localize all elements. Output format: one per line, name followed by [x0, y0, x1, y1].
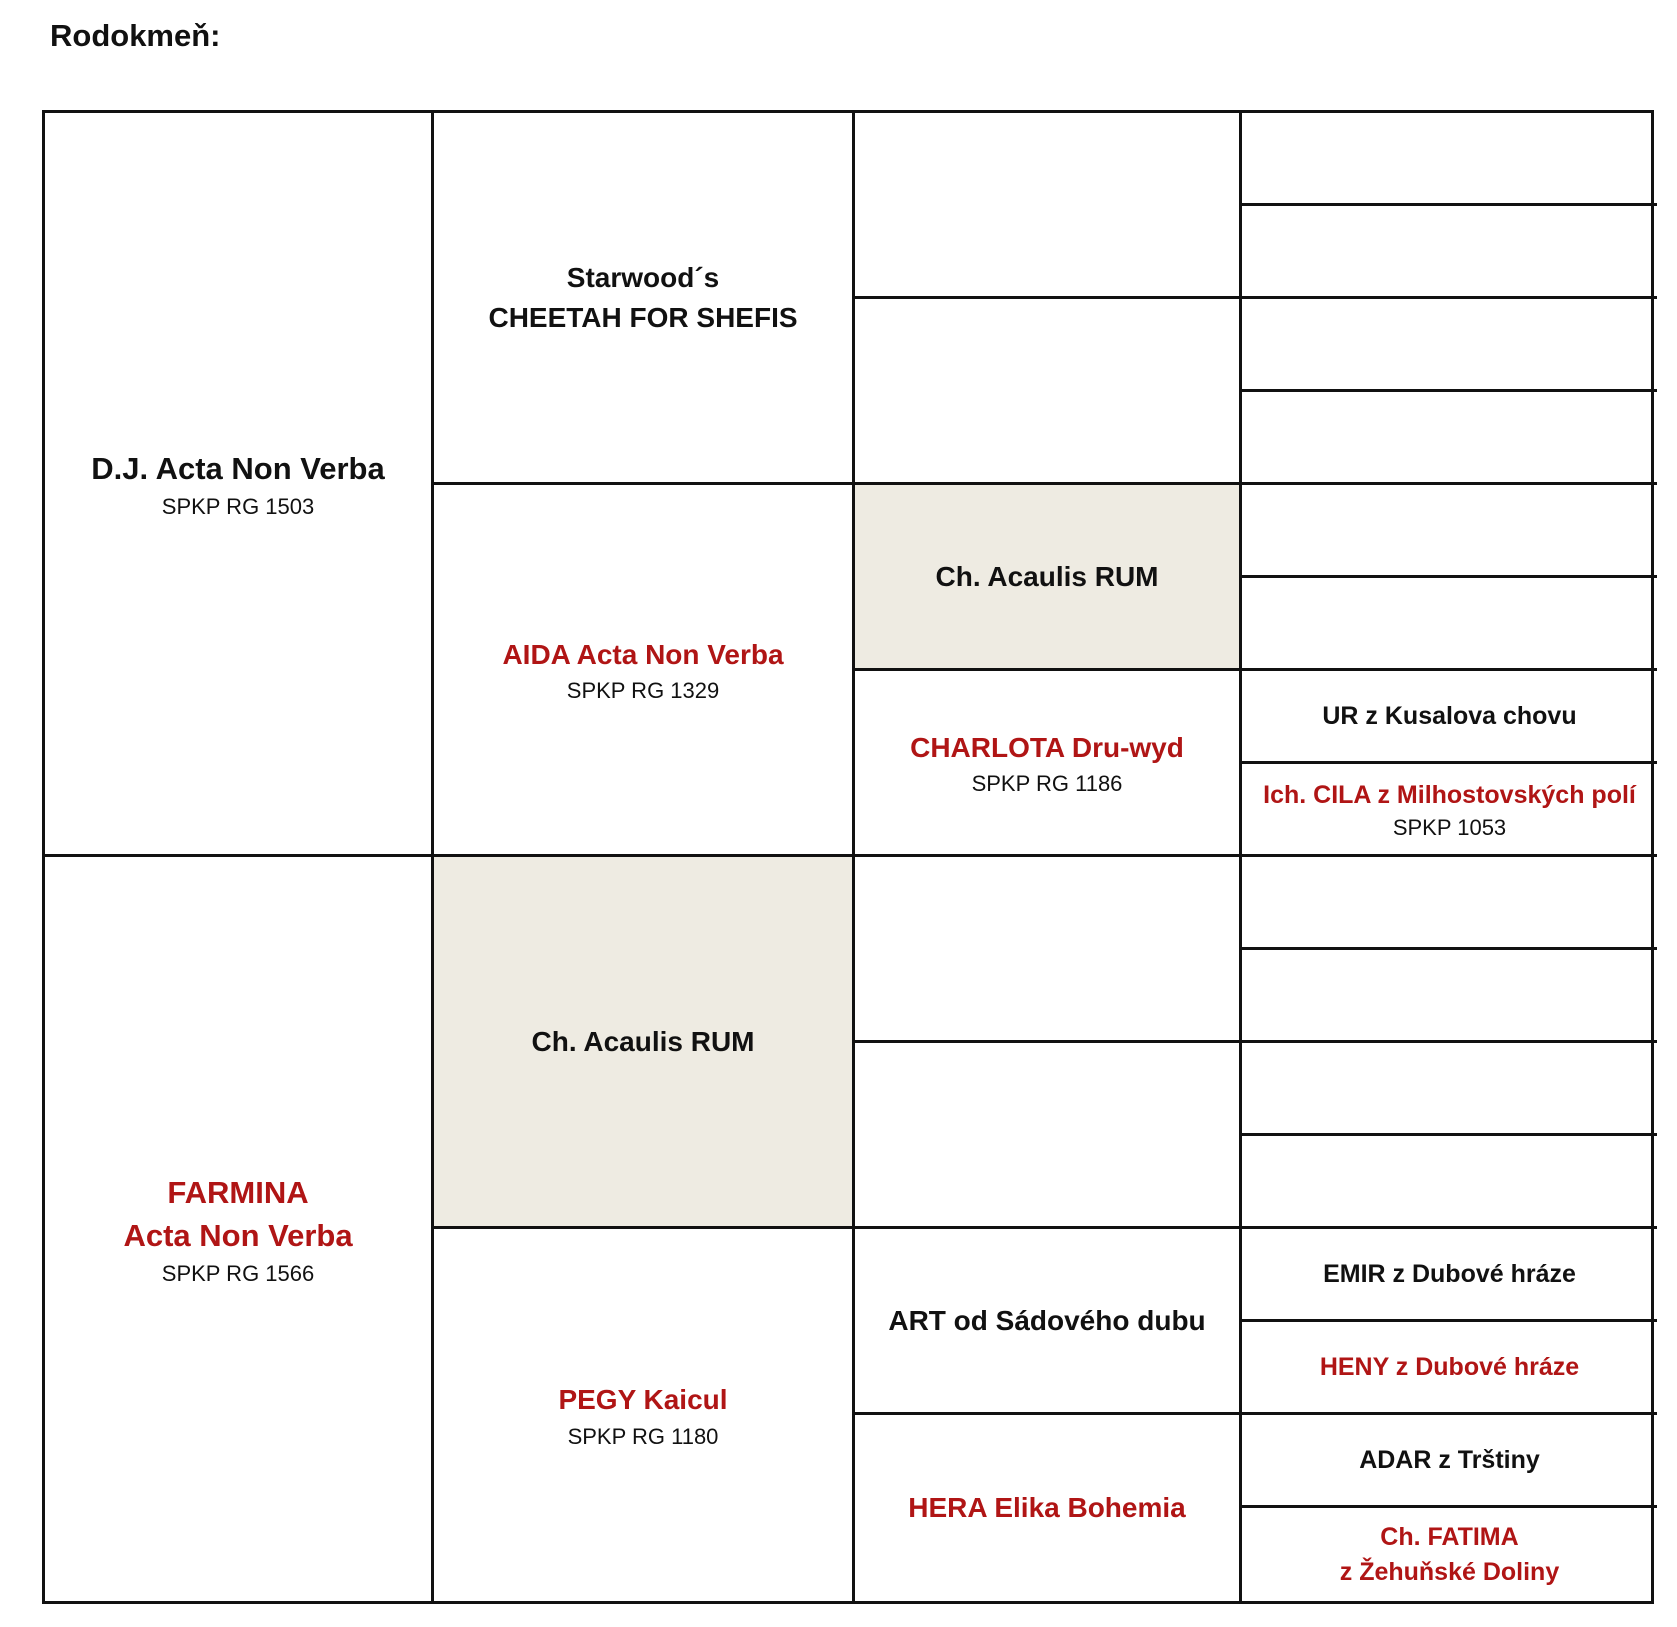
sire-dam-dam-dam-name: Ich. CILA z Milhostovských polí — [1263, 780, 1636, 809]
gen4-cell-4 — [1242, 392, 1657, 485]
sire-name: D.J. Acta Non Verba — [91, 450, 385, 486]
gen4-cell-10 — [1242, 950, 1657, 1043]
sire-sire-name-line1: Starwood´s — [566, 262, 720, 294]
sire-dam-dam-sire-name: UR z Kusalova chovu — [1322, 701, 1577, 730]
dam-reg: SPKP RG 1566 — [161, 1261, 315, 1287]
sire-dam-name: AIDA Acta Non Verba — [502, 638, 784, 670]
sire-dam-dam-name: CHARLOTA Dru-wyd — [910, 731, 1184, 763]
dam-dam-sire-name: ART od Sádového dubu — [888, 1304, 1206, 1336]
sire-dam-dam-sire-cell — [1242, 671, 1657, 764]
dam-sire-cell — [434, 857, 855, 1229]
page-title: Rodokmeň: — [50, 18, 221, 53]
dam-dam-dam-dam-name-line2: z Žehuňské Doliny — [1339, 1557, 1560, 1586]
dam-name — [123, 1171, 352, 1258]
sire-dam-dam-dam-reg: SPKP 1053 — [1392, 814, 1507, 840]
dam-dam-sire-sire-name: EMIR z Dubové hráze — [1323, 1259, 1576, 1288]
dam-dam-dam-sire-name: ADAR z Trštiny — [1359, 1445, 1540, 1474]
gen4-cell-12 — [1242, 1136, 1657, 1229]
dam-dam-sire-dam-cell — [1242, 1322, 1657, 1415]
dam-sire-dam-cell — [855, 1043, 1242, 1229]
gen4-cell-6 — [1242, 578, 1657, 671]
sire-dam-cell — [434, 485, 855, 857]
sire-dam-sire-name: Ch. Acaulis RUM — [935, 560, 1159, 592]
dam-name-line2: Acta Non Verba — [123, 1218, 353, 1253]
sire-dam-dam-dam-cell — [1242, 764, 1657, 857]
gen4-cell-11 — [1242, 1043, 1657, 1136]
sire-sire-sire-cell — [855, 113, 1242, 299]
dam-dam-dam-sire-cell — [1242, 1415, 1657, 1508]
sire-dam-reg: SPKP RG 1329 — [566, 678, 720, 704]
sire-dam-sire-cell — [855, 485, 1242, 671]
dam-sire-name: Ch. Acaulis RUM — [531, 1025, 755, 1057]
dam-dam-dam-cell — [855, 1415, 1242, 1601]
dam-dam-name: PEGY Kaicul — [558, 1384, 728, 1416]
dam-dam-reg: SPKP RG 1180 — [567, 1423, 719, 1449]
dam-sire-sire-cell — [855, 857, 1242, 1043]
dam-dam-dam-name: HERA Elika Bohemia — [908, 1492, 1186, 1524]
dam-cell — [45, 857, 434, 1601]
dam-dam-sire-sire-cell — [1242, 1229, 1657, 1322]
dam-dam-sire-dam-name: HENY z Dubové hráze — [1319, 1352, 1580, 1381]
sire-cell — [45, 113, 434, 857]
sire-reg: SPKP RG 1503 — [161, 494, 315, 520]
dam-name-line1: FARMINA — [167, 1174, 309, 1210]
sire-dam-dam-cell — [855, 671, 1242, 857]
sire-sire-name-line2: CHEETAH FOR SHEFIS — [488, 301, 798, 333]
dam-dam-dam-dam-cell — [1242, 1508, 1657, 1601]
dam-dam-sire-cell — [855, 1229, 1242, 1415]
gen4-cell-3 — [1242, 299, 1657, 392]
pedigree-table — [42, 110, 1654, 1604]
sire-sire-cell — [434, 113, 855, 485]
gen4-cell-2 — [1242, 206, 1657, 299]
gen4-cell-5 — [1242, 485, 1657, 578]
sire-sire-name — [488, 258, 797, 336]
sire-dam-dam-reg: SPKP RG 1186 — [971, 771, 1123, 797]
gen4-cell-1 — [1242, 113, 1657, 206]
dam-dam-dam-dam-name-line1: Ch. FATIMA — [1380, 1522, 1519, 1551]
dam-dam-dam-dam-name — [1340, 1520, 1559, 1590]
gen4-cell-9 — [1242, 857, 1657, 950]
dam-dam-cell — [434, 1229, 855, 1601]
sire-sire-dam-cell — [855, 299, 1242, 485]
